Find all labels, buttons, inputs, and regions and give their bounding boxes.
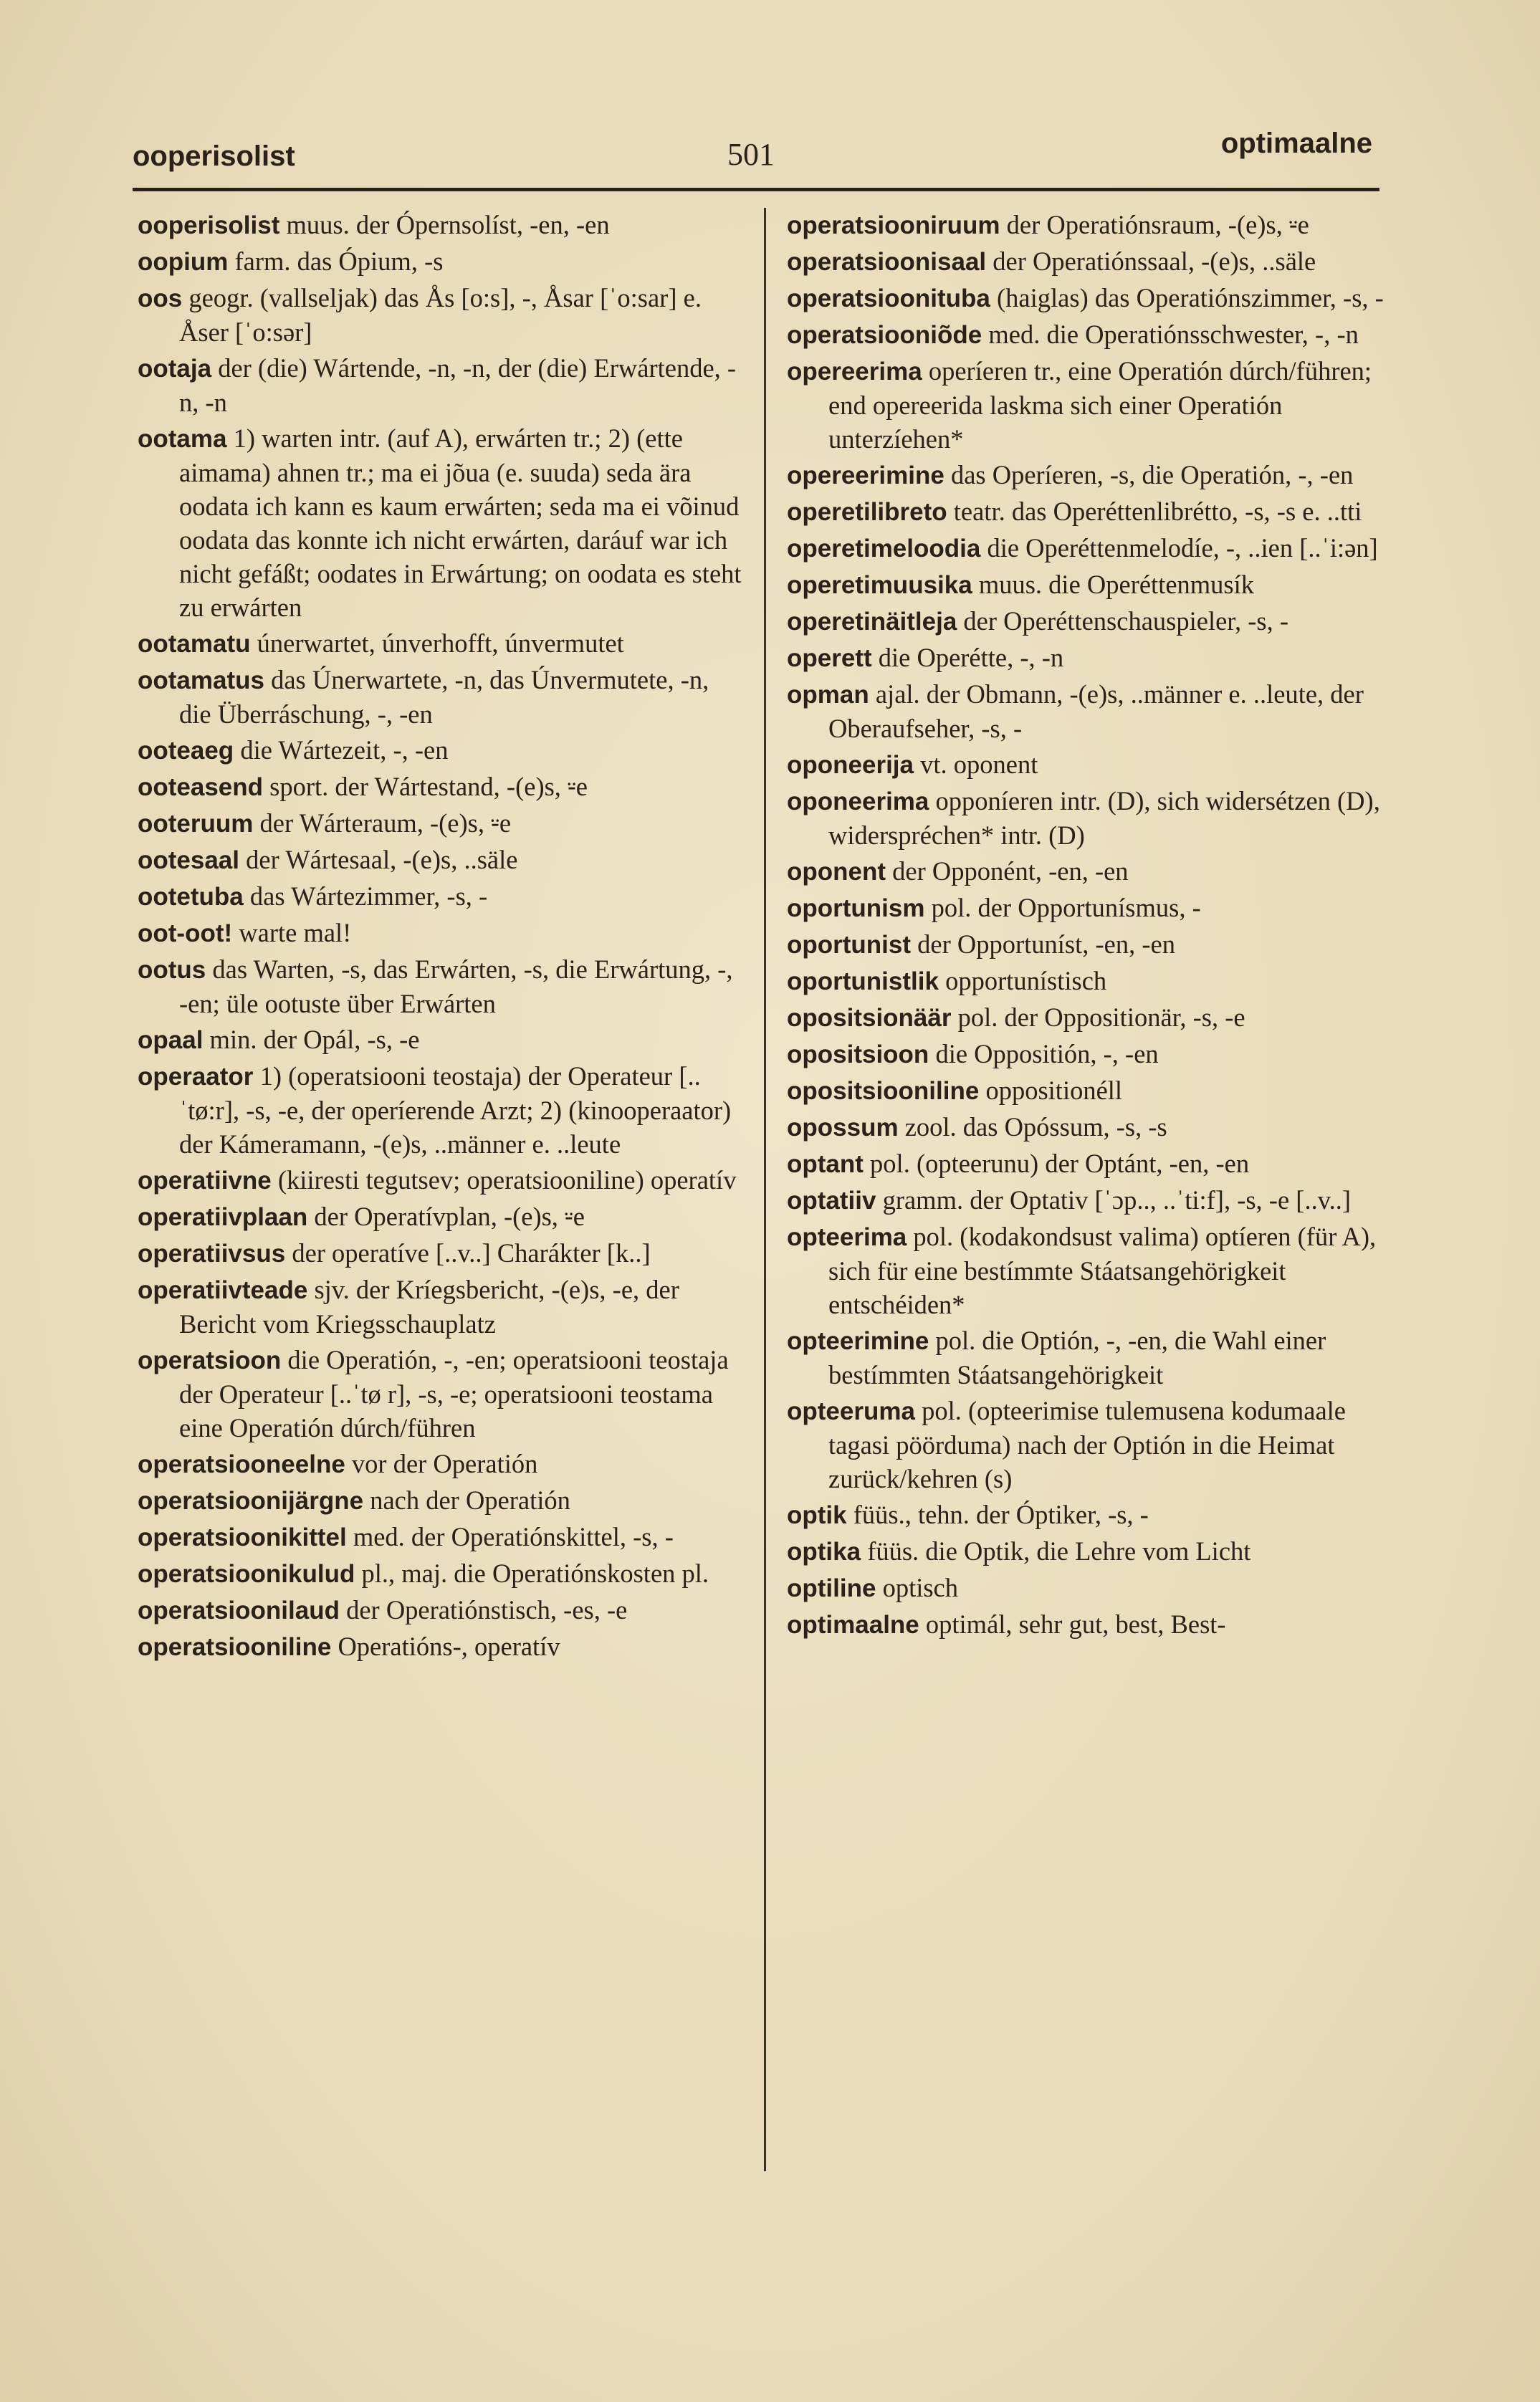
entry-headword: optika bbox=[787, 1538, 861, 1566]
dictionary-entry bbox=[787, 1183, 1403, 1217]
dictionary-entry bbox=[787, 604, 1403, 638]
entry-headword: optik bbox=[787, 1501, 847, 1529]
entry-headword: opteeruma bbox=[787, 1397, 915, 1425]
dictionary-entry bbox=[138, 770, 747, 804]
entry-headword: oportunist bbox=[787, 931, 912, 959]
dictionary-entry bbox=[138, 663, 747, 731]
entry-definition: füüs. die Optik, die Lehre vom Licht bbox=[861, 1536, 1251, 1566]
entry-definition: (haiglas) das Operatiónszimmer, -s, - bbox=[990, 283, 1384, 312]
dictionary-entry bbox=[787, 494, 1403, 529]
column-divider bbox=[764, 208, 766, 2171]
dictionary-entry bbox=[787, 677, 1403, 745]
entry-headword: operatiivne bbox=[138, 1167, 272, 1195]
entry-headword: opositsioon bbox=[787, 1040, 929, 1068]
entry-headword: opereerimine bbox=[787, 461, 944, 489]
entry-headword: oportunistlik bbox=[787, 967, 939, 995]
dictionary-entry bbox=[787, 281, 1403, 315]
entry-definition: 1) warten intr. (auf A), erwárten tr.; 2) (ette aimama) ahnen tr.; ma ei jõua (e. suuda) seda ära oodata ich kann es kaum erwárten; seda ma ei võinud oodata das konnte ich nicht erwárten, daráuf war ich nicht gefáßt; oodates in Erwártung; on oodata es steht zu erwárten bbox=[179, 424, 742, 622]
entry-headword: operatsiooniruum bbox=[787, 211, 1000, 239]
dictionary-entry bbox=[138, 916, 747, 950]
entry-headword: opositsionäär bbox=[787, 1004, 952, 1032]
entry-headword: optiline bbox=[787, 1574, 876, 1602]
dictionary-entry bbox=[787, 1571, 1403, 1605]
entry-headword: operetimeloodia bbox=[787, 535, 981, 563]
dictionary-entry bbox=[138, 1483, 747, 1518]
entry-definition: das Warten, -s, das Erwárten, -s, die Erwártung, -, -en; üle ootuste über Erwárten bbox=[179, 954, 733, 1018]
dictionary-entry bbox=[787, 1037, 1403, 1071]
entry-headword: ooteruum bbox=[138, 810, 254, 838]
entry-definition: pol. der Oppositionär, -s, -e bbox=[951, 1003, 1245, 1032]
entry-definition: teatr. das Operéttenlibrétto, -s, -s e. ..tti bbox=[947, 497, 1362, 526]
entry-definition: der Operéttenschauspieler, -s, - bbox=[957, 606, 1288, 636]
dictionary-entry bbox=[787, 927, 1403, 962]
entry-headword: operatsioonisaal bbox=[787, 248, 987, 276]
dictionary-entry bbox=[787, 891, 1403, 925]
entry-definition: pol. (kodakondsust valima) optíeren (für A), sich für eine bestímmte Stáatsangehörigkeit entschéiden* bbox=[828, 1222, 1377, 1319]
entry-headword: ootesaal bbox=[138, 846, 239, 874]
entry-definition: das Wártezimmer, -s, - bbox=[243, 881, 488, 911]
entry-definition: ajal. der Obmann, -(e)s, ..männer e. ..leute, der Oberaufseher, -s, - bbox=[828, 679, 1364, 743]
dictionary-entry bbox=[138, 421, 747, 624]
entry-headword: operetinäitleja bbox=[787, 608, 957, 636]
dictionary-entry bbox=[787, 1607, 1403, 1642]
dictionary-entry bbox=[138, 1236, 747, 1271]
entry-definition: pol. der Opportunísmus, - bbox=[924, 893, 1201, 922]
entry-definition: optimál, sehr gut, best, Best- bbox=[919, 1609, 1226, 1639]
left-column bbox=[138, 208, 747, 1666]
entry-headword: opossum bbox=[787, 1114, 899, 1142]
entry-headword: ootamatu bbox=[138, 630, 251, 658]
entry-headword: operatsiooniõde bbox=[787, 321, 982, 349]
entry-headword: oportunism bbox=[787, 894, 925, 922]
dictionary-entry bbox=[138, 1630, 747, 1664]
dictionary-entry bbox=[138, 626, 747, 661]
entry-definition: der Operatívplan, -(e)s, ⸚e bbox=[307, 1202, 585, 1231]
dictionary-entry bbox=[787, 568, 1403, 602]
entry-definition: farm. das Ópium, -s bbox=[228, 247, 444, 276]
entry-definition: opportunístisch bbox=[938, 966, 1107, 995]
entry-definition: warte mal! bbox=[232, 918, 352, 947]
dictionary-entry bbox=[138, 1447, 747, 1481]
dictionary-entry bbox=[138, 733, 747, 767]
entry-definition: der operatíve [..v..] Charákter [k..] bbox=[285, 1238, 651, 1268]
dictionary-entry bbox=[787, 1000, 1403, 1035]
entry-definition: füüs., tehn. der Óptiker, -s, - bbox=[846, 1500, 1149, 1529]
entry-definition: oppositionéll bbox=[979, 1076, 1123, 1105]
entry-headword: optant bbox=[787, 1150, 864, 1178]
entry-definition: der Opponént, -en, -en bbox=[886, 856, 1129, 886]
entry-headword: ooteaeg bbox=[138, 737, 234, 765]
entry-definition: 1) (operatsiooni teostaja) der Operateur [..ˈtø:r], -s, -e, der operíerende Arzt; 2) (kinooperaator) der Kámeramann, -(e)s, ..männer e. ..leute bbox=[179, 1061, 732, 1159]
entry-headword: opteerimine bbox=[787, 1327, 929, 1355]
entry-definition: med. der Operatiónskittel, -s, - bbox=[346, 1522, 674, 1551]
dictionary-entry bbox=[138, 1343, 747, 1445]
dictionary-entry bbox=[138, 1059, 747, 1161]
entry-definition: muus. die Operéttenmusík bbox=[972, 570, 1255, 599]
entry-definition: med. die Operatiónsschwester, -, -n bbox=[982, 320, 1359, 349]
entry-headword: ootama bbox=[138, 425, 227, 453]
dictionary-entry bbox=[787, 641, 1403, 675]
dictionary-entry bbox=[138, 1593, 747, 1627]
dictionary-entry bbox=[138, 1273, 747, 1341]
dictionary-entry bbox=[787, 1534, 1403, 1569]
entry-definition: sport. der Wártestand, -(e)s, ⸚e bbox=[263, 772, 588, 801]
entry-headword: optatiiv bbox=[787, 1187, 876, 1215]
entry-definition: operíeren tr., eine Operatión dúrch/führen; end opereerida laskma sich einer Operatión unterzíehen* bbox=[828, 356, 1372, 454]
entry-definition: das Operíeren, -s, die Operatión, -, -en bbox=[944, 460, 1354, 489]
dictionary-entry bbox=[787, 354, 1403, 456]
entry-headword: operatsiooneelne bbox=[138, 1450, 345, 1478]
dictionary-entry bbox=[787, 208, 1403, 242]
entry-definition: die Operéttenmelodíe, -, ..ien [..ˈi:ən] bbox=[980, 533, 1378, 563]
dictionary-entry bbox=[787, 458, 1403, 492]
entry-headword: operatsioonikittel bbox=[138, 1523, 347, 1551]
dictionary-entry bbox=[787, 854, 1403, 889]
entry-headword: operetimuusika bbox=[787, 571, 972, 599]
entry-headword: operatsioonilaud bbox=[138, 1597, 340, 1625]
entry-headword: opereerima bbox=[787, 358, 922, 386]
entry-headword: ooteasend bbox=[138, 773, 264, 801]
dictionary-entry bbox=[787, 1147, 1403, 1181]
entry-headword: ootetuba bbox=[138, 883, 244, 911]
dictionary-entry bbox=[787, 1324, 1403, 1392]
entry-headword: opositsiooniline bbox=[787, 1077, 980, 1105]
entry-headword: oot-oot! bbox=[138, 919, 233, 947]
entry-headword: ootus bbox=[138, 956, 206, 984]
entry-definition: der Operatiónstisch, -es, -e bbox=[339, 1595, 628, 1625]
entry-headword: oponeerija bbox=[787, 751, 914, 779]
dictionary-entry bbox=[138, 843, 747, 877]
entry-headword: operatsioonikulud bbox=[138, 1560, 355, 1588]
entry-headword: oopium bbox=[138, 248, 229, 276]
dictionary-entry bbox=[787, 1073, 1403, 1108]
entry-headword: operatiivteade bbox=[138, 1276, 308, 1304]
entry-definition: (kiiresti tegutsev; operatsiooniline) operatív bbox=[271, 1165, 737, 1195]
entry-definition: die Oppositión, -, -en bbox=[929, 1039, 1159, 1068]
entry-definition: gramm. der Optativ [ˈɔp.., ..ˈti:f], -s, -e [..v..] bbox=[876, 1185, 1351, 1215]
entry-headword: ooperisolist bbox=[138, 211, 280, 239]
dictionary-entry bbox=[138, 244, 747, 279]
dictionary-entry bbox=[138, 1200, 747, 1234]
dictionary-entry bbox=[138, 351, 747, 419]
entry-definition: der Wártesaal, -(e)s, ..säle bbox=[239, 845, 518, 874]
entry-headword: operaator bbox=[138, 1063, 254, 1091]
entry-definition: nach der Operatión bbox=[363, 1485, 570, 1515]
dictionary-entry bbox=[787, 1220, 1403, 1321]
dictionary-entry bbox=[138, 281, 747, 349]
header-last-entry: optimaalne bbox=[1220, 128, 1372, 159]
dictionary-entry bbox=[787, 784, 1403, 852]
dictionary-entry bbox=[787, 244, 1403, 279]
entry-headword: operett bbox=[787, 644, 872, 672]
dictionary-entry bbox=[138, 1163, 747, 1197]
entry-definition: der (die) Wártende, -n, -n, der (die) Erwártende, -n, -n bbox=[179, 353, 737, 417]
entry-headword: opaal bbox=[138, 1026, 204, 1054]
dictionary-entry bbox=[138, 1520, 747, 1554]
entry-definition: Operatións-, operatív bbox=[331, 1632, 560, 1661]
entry-definition: geogr. (vallseljak) das Ås [o:s], -, Åsar [ˈo:sar] e. Åser [ˈo:sər] bbox=[179, 283, 702, 347]
entry-definition: pl., maj. die Operatiónskosten pl. bbox=[355, 1559, 709, 1588]
header-rule bbox=[133, 188, 1379, 191]
dictionary-entry bbox=[138, 879, 747, 914]
entry-definition: pol. (opteerimise tulemusena kodumaale tagasi pöörduma) nach der Optión in die Heimat zurück/kehren (s) bbox=[828, 1396, 1346, 1493]
dictionary-entry bbox=[787, 1498, 1403, 1532]
dictionary-entry bbox=[138, 1556, 747, 1591]
entry-definition: die Wártezeit, -, -en bbox=[234, 735, 449, 765]
dictionary-entry bbox=[138, 806, 747, 841]
entry-definition: die Operatión, -, -en; operatsiooni teostaja der Operateur [..ˈtø r], -s, -e; operatsiooni teostama eine Operatión dúrch/führen bbox=[179, 1345, 729, 1442]
entry-definition: der Opportuníst, -en, -en bbox=[911, 929, 1175, 959]
entry-headword: operatsioonituba bbox=[787, 284, 990, 312]
dictionary-entry bbox=[787, 747, 1403, 782]
entry-headword: operatsioon bbox=[138, 1346, 282, 1374]
entry-headword: operatsioonijärgne bbox=[138, 1487, 364, 1515]
entry-definition: der Operatiónsraum, -(e)s, ⸚e bbox=[1000, 210, 1309, 239]
entry-definition: opponíeren intr. (D), sich widersétzen (D), widerspréchen* intr. (D) bbox=[828, 786, 1380, 850]
page-header bbox=[133, 128, 1372, 185]
entry-definition: optisch bbox=[876, 1573, 958, 1602]
entry-headword: opman bbox=[787, 681, 869, 709]
dictionary-entry bbox=[787, 1110, 1403, 1144]
entry-definition: muus. der Ópernsolíst, -en, -en bbox=[279, 210, 610, 239]
entry-headword: oponent bbox=[787, 858, 886, 886]
dictionary-entry bbox=[787, 531, 1403, 565]
dictionary-entry bbox=[787, 964, 1403, 998]
entry-headword: operetilibreto bbox=[787, 498, 947, 526]
right-column bbox=[787, 208, 1403, 1644]
entry-definition: únerwartet, únverhofft, únvermutet bbox=[250, 628, 624, 658]
entry-definition: min. der Opál, -s, -e bbox=[203, 1025, 420, 1054]
entry-definition: pol. die Optión, -, -en, die Wahl einer bestímmten Stáatsangehörigkeit bbox=[828, 1326, 1326, 1389]
entry-headword: opteerima bbox=[787, 1223, 907, 1251]
entry-headword: oponeerima bbox=[787, 788, 929, 815]
entry-definition: vor der Operatión bbox=[345, 1449, 538, 1478]
entry-definition: das Únerwartete, -n, das Únvermutete, -n, die Überráschung, -, -en bbox=[179, 665, 709, 729]
entry-definition: der Operatiónssaal, -(e)s, ..säle bbox=[986, 247, 1316, 276]
header-first-entry: ooperisolist bbox=[133, 140, 295, 172]
entry-headword: ootamatus bbox=[138, 666, 264, 694]
dictionary-entry bbox=[138, 208, 747, 242]
entry-definition: pol. (opteerunu) der Optánt, -en, -en bbox=[863, 1149, 1250, 1178]
entry-definition: vt. oponent bbox=[913, 750, 1038, 779]
dictionary-entry bbox=[138, 952, 747, 1020]
entry-headword: operatsiooniline bbox=[138, 1633, 332, 1661]
dictionary-entry bbox=[787, 317, 1403, 352]
entry-headword: optimaalne bbox=[787, 1611, 919, 1639]
entry-definition: zool. das Opóssum, -s, -s bbox=[898, 1112, 1167, 1142]
entry-headword: operatiivplaan bbox=[138, 1203, 308, 1231]
entry-headword: oos bbox=[138, 284, 183, 312]
page-number: 501 bbox=[727, 137, 775, 172]
entry-headword: ootaja bbox=[138, 355, 212, 383]
entry-definition: sjv. der Kríegsbericht, -(e)s, -e, der Bericht vom Kriegsschauplatz bbox=[179, 1275, 679, 1339]
dictionary-entry bbox=[138, 1023, 747, 1057]
entry-definition: der Wárteraum, -(e)s, ⸚e bbox=[253, 808, 512, 838]
entry-headword: operatiivsus bbox=[138, 1240, 286, 1268]
entry-definition: die Operétte, -, -n bbox=[871, 643, 1064, 672]
dictionary-entry bbox=[787, 1394, 1403, 1496]
